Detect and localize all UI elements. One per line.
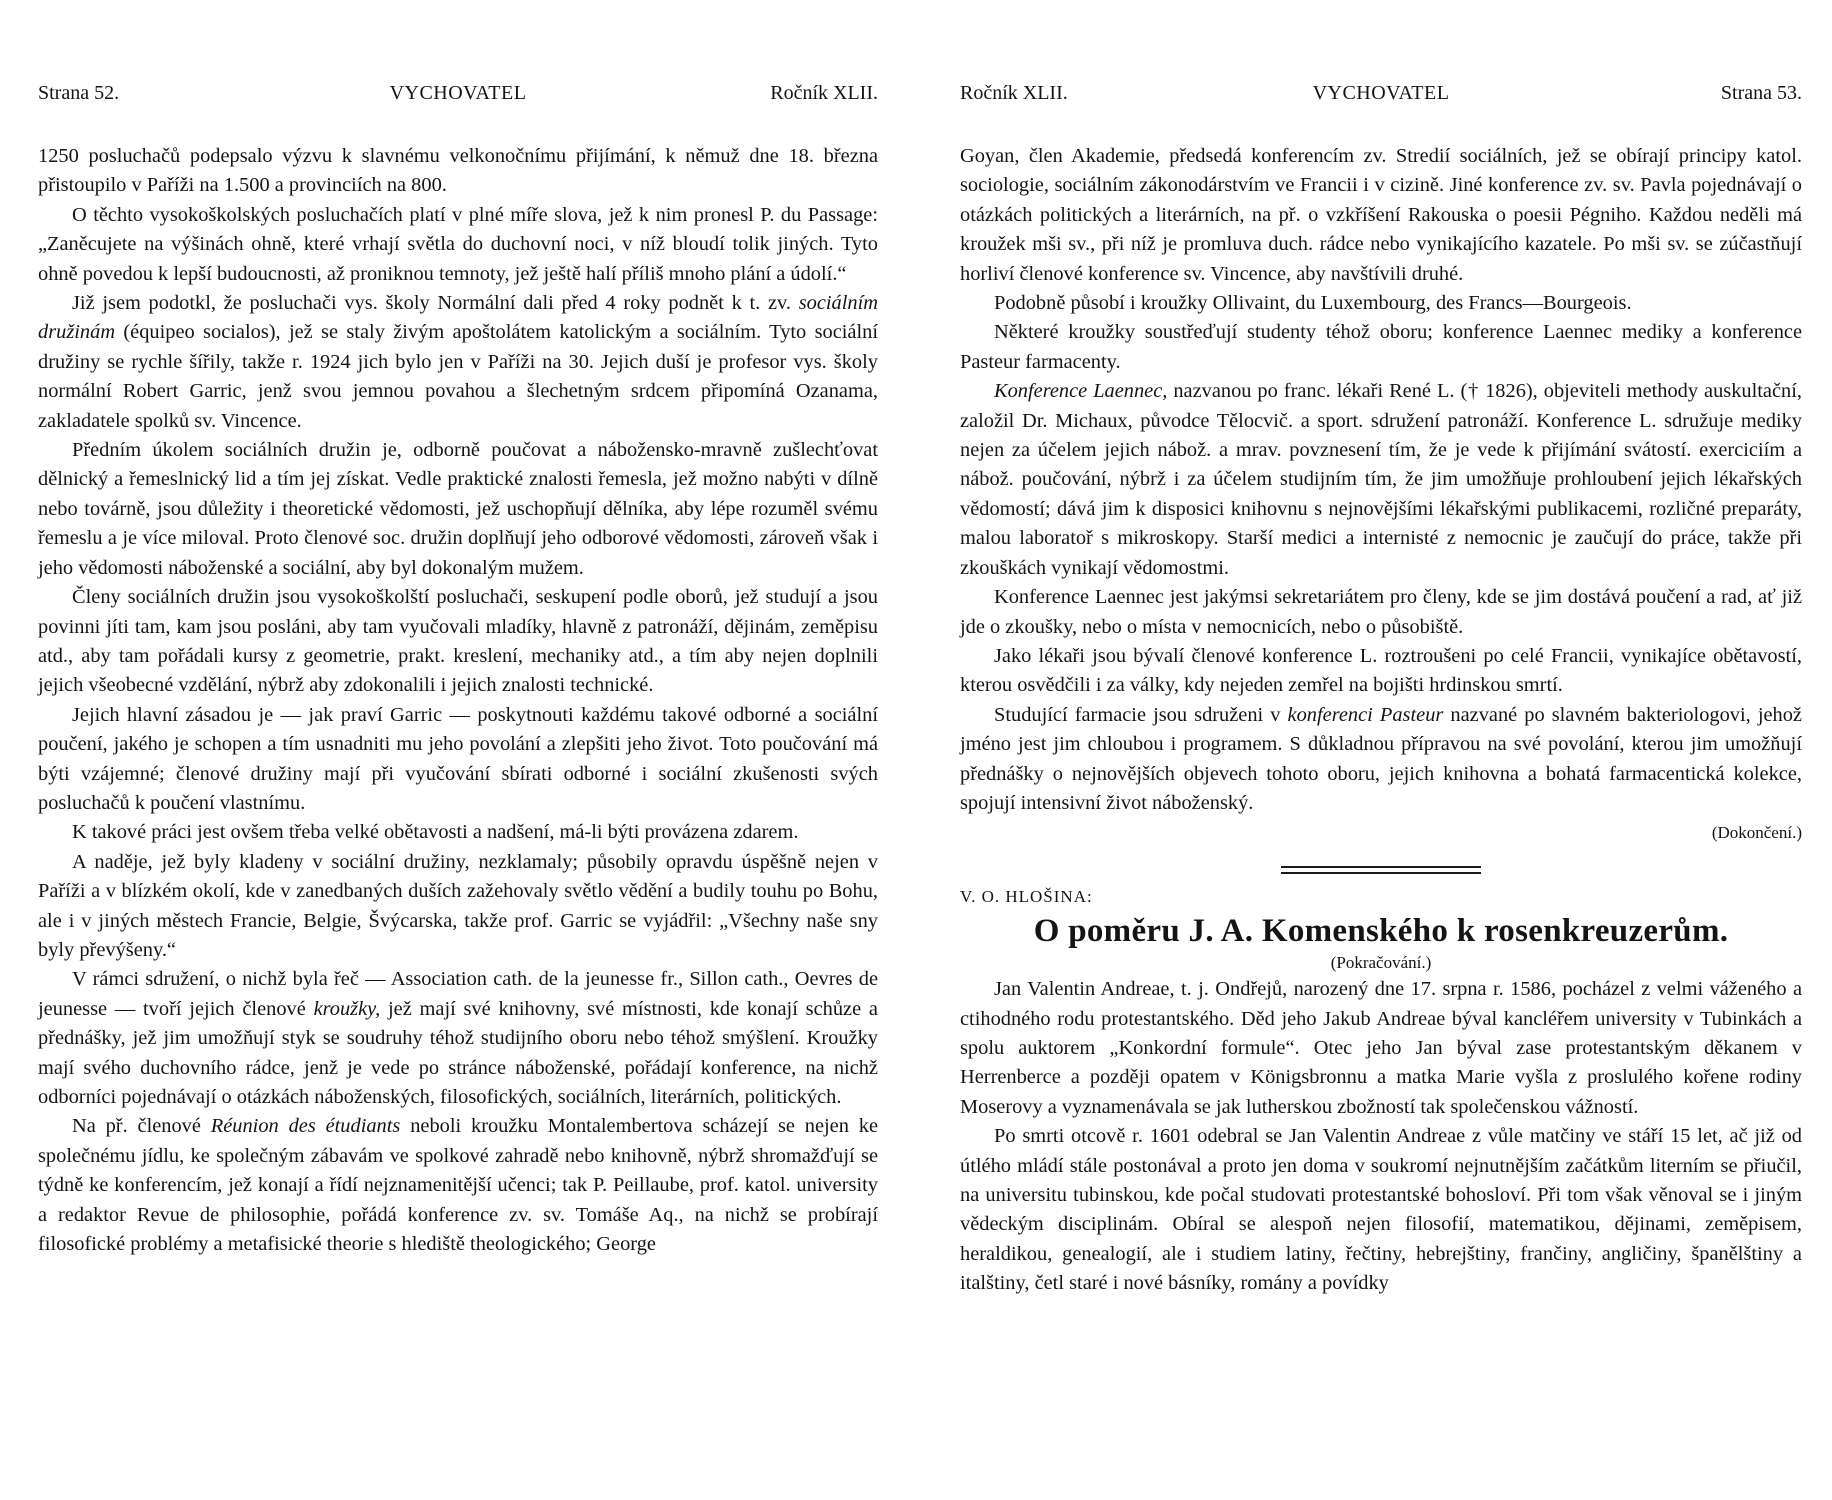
italic-term: sociálním družinám <box>38 292 878 344</box>
left-page <box>38 0 878 1500</box>
paragraph: O těchto vysokoškolských posluchačích platí v plné míře slova, jež k nim pronesl P. du Passage: „Zaněcujete na výšinách ohně, které vrhají světla do duchovní noci, v níž bloudí tolik jiných. Tyto ohně povedou k lepší budoucnosti, až proniknou temnoty, jež ještě halí příliš mnoho plání a údolí.“ <box>38 203 878 285</box>
to-be-concluded-note: (Dokončení.) <box>1711 823 1802 843</box>
paragraph: A naděje, jež byly kladeny v sociální družiny, nezklamaly; působily opravdu úspěšně nejen v Paříži a v blízkém okolí, kde v zanedbaných duších zažehovaly světlo vědění a budily touhu po Bohu, ale i v jiných městech Francie, Belgie, Švýcarska, takže prof. Garric se vyjádřil: „Všechny naše sny byly převýšeny.“ <box>38 850 878 961</box>
paragraph: Goyan, člen Akademie, předsedá konferencím zv. Stredií sociálních, jež se obírají principy katol. sociologie, sociálním zákonodárstvím ve Francii i v cizině. Jiné konference zv. sv. Pavla pojednávají o otázkách politických a literárních, na př. o vzkříšení Rakouska o poesii Pégniho. Každou neděli má kroužek mši sv., při níž je promluva duch. rádce nebo vynikajícího kazatele. Po mši sv. se zúčastňují horliví členové konference sv. Vincence, aby navštívili druhé. <box>960 145 1802 285</box>
paragraph <box>38 1112 878 1259</box>
page-number: Strana 52. <box>38 82 120 104</box>
text-run: V rámci sdružení, o nichž byla řeč — Association cath. de la jeunesse fr., Sillon cath., Oevres de jeunesse — tvoří jejich členové <box>38 968 878 1020</box>
paragraph: Jejich hlavní zásadou je — jak praví Garric — poskytnouti každému takové odborné a sociální poučení, jakého je schopen a tím usnadniti mu jeho povolání a zlepšiti jeho život. Toto poučování má býti vzájemné; členové družiny mají při vyučování sbírati odborné i sociální zkušenosti svých posluchačů k poučení vlastnímu. <box>38 703 878 814</box>
paragraph: Po smrti otcově r. 1601 odebral se Jan Valentin Andreae z vůle matčiny ve stáří 15 let, ač již od útlého mládí stále postonával a proto jen doma v soukromí nejnutnějším začátkům literním se přiučil, na universitu tubinskou, kde počal studovati protestantské bohosloví. Při tom však věnoval se i jiným vědeckým disciplinám. Obíral se alespoň nejen filosofií, matematikou, dějinami, zeměpisem, heraldikou, genealogií, ale i studiem latiny, řečtiny, hebrejštiny, frančiny, angličiny, španělštiny a italštiny, četl staré i nové básníky, romány a povídky <box>960 1125 1802 1295</box>
right-running-head <box>960 82 1802 112</box>
italic-term: Konference Laennec, <box>994 380 1168 403</box>
italic-term: kroužky, <box>313 997 381 1020</box>
text-run: Studující farmacie jsou sdruženi v <box>994 703 1281 726</box>
closing-line <box>960 818 1802 847</box>
paragraph <box>960 701 1802 819</box>
article-author: V. O. HLOŠINA: <box>960 886 1093 906</box>
paragraph: Jako lékaři jsou bývalí členové konference L. roztroušeni po celé Francii, vynikajíce obětavostí, kterou osvědčili i za války, kdy nejeden zemřel na bojišti hrdinskou smrtí. <box>960 644 1802 697</box>
paragraph <box>38 965 878 1112</box>
text-run: Na př. členové <box>72 1115 201 1138</box>
article-subtitle: (Pokračování.) <box>1330 953 1432 973</box>
paragraph <box>38 289 878 436</box>
paragraph <box>960 377 1802 583</box>
italic-term: Réunion des étudiants <box>210 1115 401 1138</box>
left-body-text <box>38 142 878 1259</box>
italic-term: konferenci Pasteur <box>1287 703 1444 726</box>
journal-title: VYCHOVATEL <box>1312 82 1450 104</box>
paragraph: Jan Valentin Andreae, t. j. Ondřejů, narozený dne 17. srpna r. 1586, pocházel z velmi váženého a ctihodného rodu protestantského. Děd jeho Jakub Andreae býval kancléřem university v Tubinkách a spolu auktorem „Konkordní formule“. Otec jeho Jan býval zase protestantským děkanem v Herrenberce a později opatem v Königsbronnu a matka Marie vyšla z proslulého kořene rodiny Moserovy a vyznamenávala se jak lutherskou zbožností tak společenskou vážností. <box>960 978 1802 1118</box>
paragraph: Členy sociálních družin jsou vysokoškolští posluchači, seskupení podle oborů, jež studují a jsou povinni jíti tam, kam jsou posláni, aby tam vyučovali mladíky, hlavně z patronáží, dějinám, zeměpisu atd., aby tam pořádali kursy z geometrie, prakt. kreslení, mechaniky atd., a tím aby nejen doplnili jejich všeobecné vzdělání, nýbrž aby zdokonalili i jejich znalosti technické. <box>38 586 878 697</box>
text-run: nazvanou po franc. lékaři René L. († 1826), objeviteli methody auskultační, založil Dr. Michaux, původce Tělocvič. a sport. sdružení patronáží. Konference L. sdružuje mediky nejen za účelem jejich nábož. a mrav. povznesení tím, že je vede k přijímání svátostí. exerciciím a nábož. poučování, nýbrž i za účelem studijním tím, že jim umožňuje prohloubení jejich lékařských vědomostí; dává jim k disposici knihovnu s nejnovějšími lékařskými publikacemi, rozličné preparáty, malou laboratoř s mikroskopy. Starší medici a internisté z nemocnic je zaučují do práce, takže při zkouškách vynikají vědomostmi. <box>960 380 1802 579</box>
text-run: nazvané po slavném bakteriologovi, jehož jméno jest jim chloubou i programem. S důkladnou přípravou na své povolání, kterou jim umožňují přednášky o nejnovějších objevech tohoto oboru, jejich knihovna a bohatá farmacentická kolekce, spojují intensivní život náboženský. <box>960 703 1802 814</box>
volume-label: Ročník XLII. <box>770 82 878 104</box>
right-page <box>960 0 1802 1500</box>
right-body-text <box>960 142 1802 1299</box>
text-run: Již jsem podotkl, že posluchači vys. školy Normální dali před 4 roky podnět k t. zv. <box>72 292 791 315</box>
left-running-head <box>38 82 878 112</box>
paragraph: 1250 posluchačů podepsalo výzvu k slavnému velkonočnímu přijímání, k němuž dne 18. března přistoupilo v Paříži na 1.500 a provinciích na 800. <box>38 145 878 197</box>
text-run: neboli kroužku Montalembertova scházejí se nejen ke společnému jídlu, ke společným zábavám ve spolkové zahradě nebo knihovně, nýbrž shromažďují se týdně ke konferencím, jež konají a řídí nejznamenitější učenci; tak P. Peillaube, prof. katol. university a redaktor Revue de philosophie, pořádá konference zv. sv. Tomáše Aq., na nichž se probírají filosofické problémy a metafisické theorie s hlediště theologického; George <box>38 1115 878 1256</box>
article-title: O poměru J. A. Komenského k rosenkreuzerům. <box>1033 913 1729 950</box>
volume-label: Ročník XLII. <box>960 82 1068 104</box>
paragraph: Některé kroužky soustřeďují studenty téhož oboru; konference Laennec mediky a konference Pasteur farmacenty. <box>960 321 1802 373</box>
paragraph: K takové práci jest ovšem třeba velké obětavosti a nadšení, má-li býti provázena zdarem. <box>72 821 799 844</box>
paragraph: Předním úkolem sociálních družin je, odborně poučovat a nábožensko-mravně zušlechťovat dělnický a řemeslnický lid a tím jej získat. Vedle praktické znalosti řemesla, jež možno nabýti v dílně nebo továrně, jsou důležity i theoretické vědomosti, jež uschopňují dělníka, aby lépe rozuměl svému řemeslu a je více miloval. Proto členové soc. družin doplňují jeho odborové vědomosti, zároveň však i jeho vědomosti náboženské a sociální, aby byl dokonalým mužem. <box>38 439 878 579</box>
journal-title: VYCHOVATEL <box>389 82 527 104</box>
paragraph: Konference Laennec jest jakýmsi sekretariátem pro členy, kde se jim dostává poučení a rad, ať již jde o zkoušky, nebo o místa v nemocnicích, nebo o působiště. <box>960 586 1802 638</box>
text-run: (équipeo socialos), jež se staly živým apoštolátem katolickým a sociálním. Tyto sociální družiny se rychle šířily, takže r. 1924 jich bylo jen v Paříži na 30. Jejich duší je profesor vys. školy normální Robert Garric, jenž svou jemnou povahou a šlechetným srdcem připomíná Ozanama, zakladatele spolků sv. Vincence. <box>38 321 878 432</box>
paragraph: Podobně působí i kroužky Ollivaint, du Luxembourg, des Francs—Bourgeois. <box>994 292 1632 315</box>
text-run: jež mají své knihovny, své místnosti, kde konají schůze a přednášky, jež jim umožňují styk se soudruhy téhož studijního oboru nebo téhož smýšlení. Kroužky mají svého duchovního rádce, jenž je vede po stránce náboženské, pořádají konference, na nichž odborníci pojednávají o otázkách náboženských, filosofických, sociálních, literárních, politických. <box>38 997 878 1108</box>
page-number: Strana 53. <box>1720 82 1802 104</box>
section-divider <box>1281 866 1481 874</box>
